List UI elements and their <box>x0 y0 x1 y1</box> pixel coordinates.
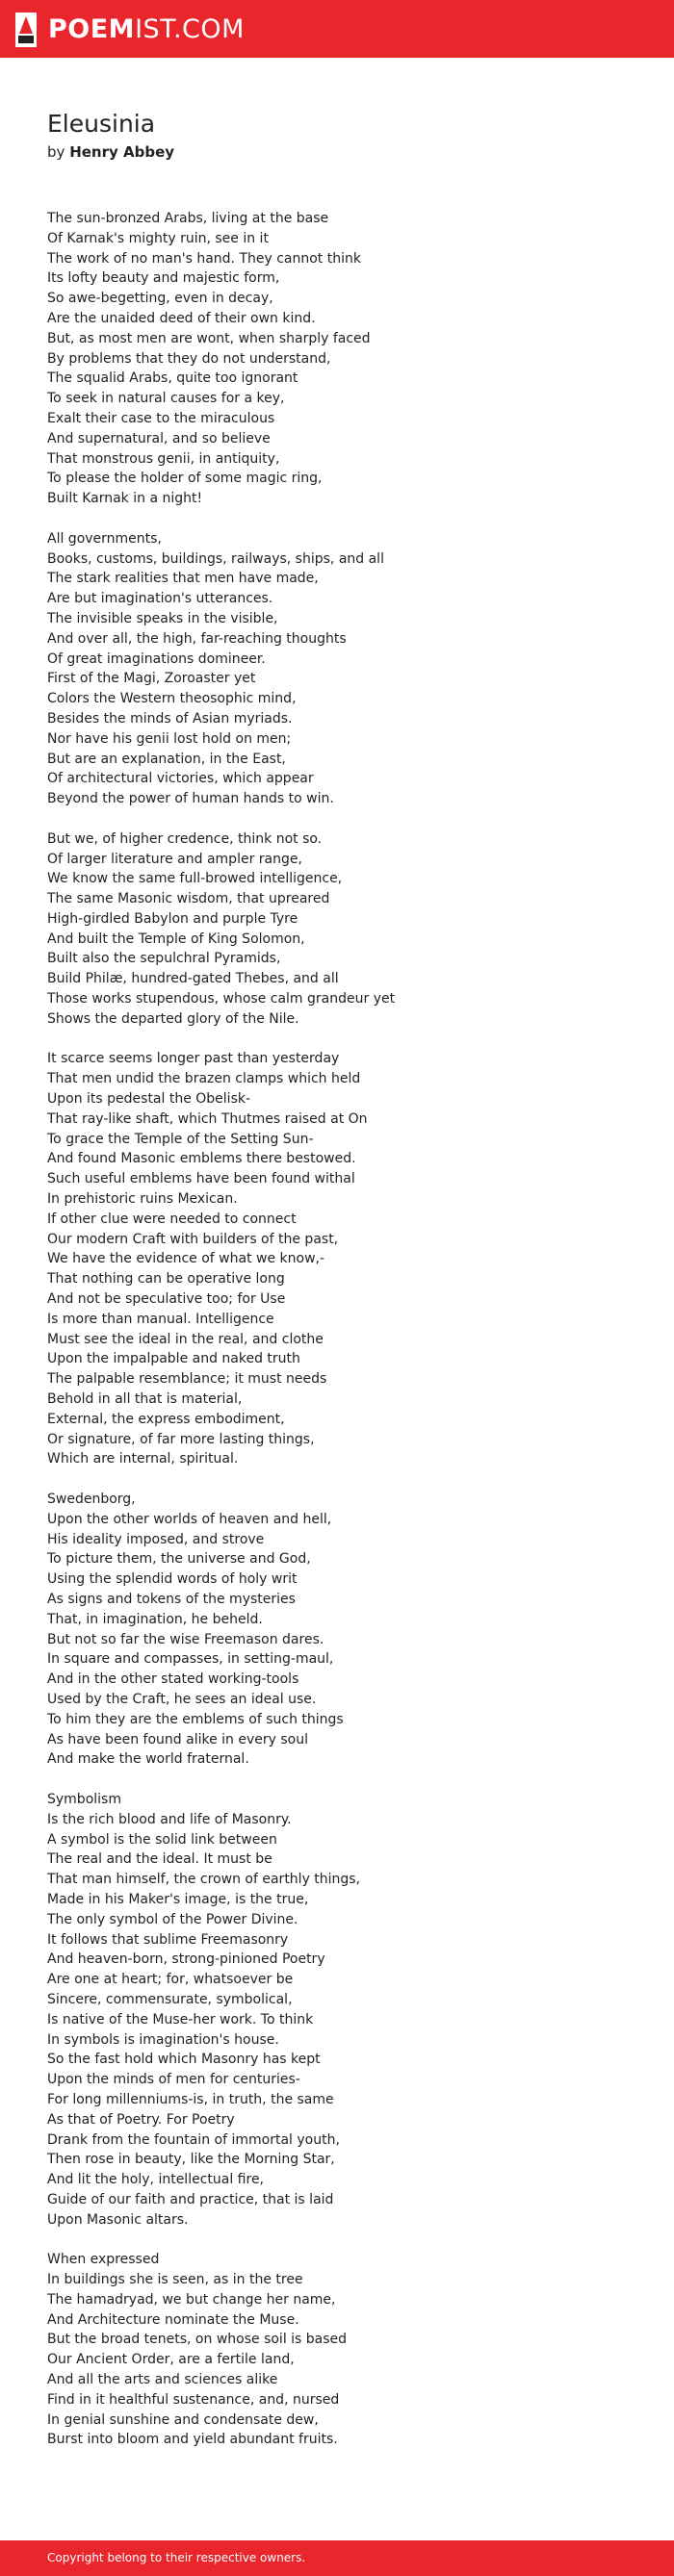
poem-line: High-girdled Babylon and purple Tyre <box>47 910 298 927</box>
poem-line: In symbols is imagination's house. <box>47 2031 279 2048</box>
poem-line: That man himself, the crown of earthly things, <box>47 1872 361 1888</box>
poem-line: Books, customs, buildings, railways, ships, and all <box>47 550 384 567</box>
poem-line: Is more than manual. Intelligence <box>47 1311 274 1327</box>
poem-stanza <box>47 2250 654 2450</box>
poem-line: Our modern Craft with builders of the past, <box>47 1231 339 1247</box>
poem-line: In genial sunshine and condensate dew, <box>47 2411 319 2428</box>
poem-line: But, as most men are wont, when sharply faced <box>47 330 371 346</box>
poem-line: It scarce seems longer past than yesterday <box>47 1051 340 1067</box>
poem-line: Drank from the fountain of immortal youth, <box>47 2131 340 2148</box>
poem-line: In prehistoric ruins Mexican. <box>47 1191 238 1208</box>
poem-line: Upon the impalpable and naked truth <box>47 1351 300 1367</box>
poem-line: But not so far the wise Freemason dares. <box>47 1631 324 1647</box>
site-logo[interactable] <box>15 13 245 47</box>
poem-line: Built also the sepulchral Pyramids, <box>47 951 281 967</box>
poem-line: But the broad tenets, on whose soil is based <box>47 2332 348 2348</box>
poem-line: We know the same full-browed intelligence, <box>47 871 343 887</box>
copyright-notice: Copyright belong to their respective owners. <box>47 2551 306 2564</box>
poem-line: Are but imagination's utterances. <box>47 591 273 607</box>
byline-prefix: by <box>47 143 65 161</box>
poem-line: To seek in natural causes for a key, <box>47 391 285 407</box>
poem-body <box>47 209 654 2470</box>
poem-line: By problems that they do not understand, <box>47 350 331 367</box>
author-link[interactable]: Henry Abbey <box>69 143 175 161</box>
poem-line: Which are internal, spiritual. <box>47 1451 239 1467</box>
site-footer <box>0 2540 674 2576</box>
poem-line: And over all, the high, far-reaching thoughts <box>47 630 347 647</box>
poem-line: All governments, <box>47 530 162 547</box>
poem-line: Are one at heart; for, whatsoever be <box>47 1972 294 1988</box>
poem-line: The only symbol of the Power Divine. <box>47 1911 298 1927</box>
poem-line: Of Karnak's mighty ruin, see in it <box>47 230 269 246</box>
poem-line: But are an explanation, in the East, <box>47 751 286 767</box>
poem-line: Upon Masonic altars. <box>47 2211 189 2228</box>
poem-line: The hamadryad, we but change her name, <box>47 2291 336 2308</box>
poem-line: External, the express embodiment, <box>47 1411 285 1427</box>
site-header <box>0 0 674 58</box>
poem-line: We have the evidence of what we know,- <box>47 1251 325 1267</box>
poem-line: As signs and tokens of the mysteries <box>47 1591 296 1607</box>
poem-line: But we, of higher credence, think not so. <box>47 830 323 847</box>
poem-line: The work of no man's hand. They cannot think <box>47 250 361 267</box>
poem-line: The invisible speaks in the visible, <box>47 610 278 626</box>
poem-line: Burst into bloom and yield abundant fruits. <box>47 2432 338 2448</box>
poem-line: Such useful emblems have been found withal <box>47 1171 355 1187</box>
poem-line: In buildings she is seen, as in the tree <box>47 2272 303 2288</box>
poem-line: Colors the Western theosophic mind, <box>47 691 297 707</box>
poem-line: That, in imagination, he beheld. <box>47 1611 263 1627</box>
poem-line: That ray-like shaft, which Thutmes raised at On <box>47 1110 368 1127</box>
poem-line: Nor have his genii lost hold on men; <box>47 730 292 747</box>
poem-line: Made in his Maker's image, is the true, <box>47 1891 309 1907</box>
poem-line: In square and compasses, in setting-maul, <box>47 1651 334 1668</box>
poem-line: When expressed <box>47 2252 160 2268</box>
poem-line: Or signature, of far more lasting things, <box>47 1431 315 1447</box>
poem-line: Using the splendid words of holy writ <box>47 1571 298 1588</box>
poem-line: As that of Poetry. For Poetry <box>47 2111 235 2128</box>
poem-line: As have been found alike in every soul <box>47 1731 309 1747</box>
poem-line: Guide of our faith and practice, that is laid <box>47 2191 334 2207</box>
poem-line: To him they are the emblems of such things <box>47 1711 344 1727</box>
pen-nib-icon <box>15 13 37 47</box>
poem-line: The squalid Arabs, quite too ignorant <box>47 370 298 387</box>
poem-line: Build Philæ, hundred-gated Thebes, and all <box>47 971 339 987</box>
poem-stanza <box>47 209 654 509</box>
poem-stanza <box>47 829 654 1030</box>
poem-line: For long millenniums-is, in truth, the same <box>47 2091 334 2107</box>
poem-line: So the fast hold which Masonry has kept <box>47 2052 321 2068</box>
poem-line: His ideality imposed, and strove <box>47 1531 265 1547</box>
poem-line: The sun-bronzed Arabs, living at the base <box>47 211 329 226</box>
poem-line: A symbol is the solid link between <box>47 1831 277 1848</box>
poem-line: Swedenborg, <box>47 1492 136 1507</box>
poem-line: Those works stupendous, whose calm grandeur yet <box>47 991 396 1007</box>
poem-line: The palpable resemblance; it must needs <box>47 1371 327 1388</box>
poem-line: Must see the ideal in the real, and clothe <box>47 1331 324 1347</box>
poem-line: It follows that sublime Freemasonry <box>47 1931 289 1948</box>
poem-line: Is the rich blood and life of Masonry. <box>47 1811 292 1827</box>
poem-line: Upon the minds of men for centuries- <box>47 2072 300 2088</box>
poem-line: And supernatural, and so believe <box>47 430 271 446</box>
brand-name-strong: POEM <box>48 14 136 44</box>
poem-line: And in the other stated working-tools <box>47 1671 299 1688</box>
poem-line: Find in it healthful sustenance, and, nursed <box>47 2391 340 2408</box>
poem-line: Shows the departed glory of the Nile. <box>47 1010 299 1027</box>
poem-line: Besides the minds of Asian myriads. <box>47 710 293 727</box>
poem-line: And heaven-born, strong-pinioned Poetry <box>47 1951 325 1968</box>
poem-line: Its lofty beauty and majestic form, <box>47 270 280 287</box>
poem-line: And all the arts and sciences alike <box>47 2372 278 2388</box>
poem-line: To picture them, the universe and God, <box>47 1551 311 1568</box>
poem-line: And Architecture nominate the Muse. <box>47 2311 299 2328</box>
poem-line: Built Karnak in a night! <box>47 491 203 507</box>
poem-line: And lit the holy, intellectual fire, <box>47 2172 265 2188</box>
poem-line: To grace the Temple of the Setting Sun- <box>47 1131 314 1147</box>
poem-line: Are the unaided deed of their own kind. <box>47 310 316 326</box>
poem-line: The real and the ideal. It must be <box>47 1851 272 1868</box>
poem-stanza <box>47 1790 654 2231</box>
byline <box>47 142 174 162</box>
brand-name-light: IST.COM <box>135 14 245 44</box>
poem-line: And built the Temple of King Solomon, <box>47 931 305 947</box>
poem-line: Our Ancient Order, are a fertile land, <box>47 2352 295 2368</box>
poem-line: Of architectural victories, which appear <box>47 771 314 787</box>
poem-line: Beyond the power of human hands to win. <box>47 791 334 807</box>
poem-line: That nothing can be operative long <box>47 1271 285 1288</box>
poem-line: To please the holder of some magic ring, <box>47 471 323 487</box>
poem-line: Behold in all that is material, <box>47 1391 243 1408</box>
poem-line: Is native of the Muse-her work. To think <box>47 2011 314 2028</box>
poem-line: So awe-begetting, even in decay, <box>47 291 273 307</box>
brand-name <box>48 13 245 47</box>
poem-line: Symbolism <box>47 1791 121 1807</box>
poem-line: If other clue were needed to connect <box>47 1211 297 1227</box>
poem-line: The same Masonic wisdom, that upreared <box>47 891 330 907</box>
poem-line: Of great imaginations domineer. <box>47 650 266 667</box>
poem-line: And make the world fraternal. <box>47 1751 249 1768</box>
poem-line: Used by the Craft, he sees an ideal use. <box>47 1691 317 1707</box>
poem-line: First of the Magi, Zoroaster yet <box>47 671 256 687</box>
poem-line: That monstrous genii, in antiquity, <box>47 450 280 467</box>
poem-line: Upon the other worlds of heaven and hell, <box>47 1511 332 1527</box>
poem-stanza <box>47 1049 654 1469</box>
poem-line: And not be speculative too; for Use <box>47 1291 286 1308</box>
poem-line: And found Masonic emblems there bestowed. <box>47 1151 356 1167</box>
poem-line: Exalt their case to the miraculous <box>47 410 275 426</box>
poem-line: Then rose in beauty, like the Morning Star, <box>47 2152 335 2168</box>
poem-line: The stark realities that men have made, <box>47 571 319 587</box>
poem-line: Sincere, commensurate, symbolical, <box>47 1991 293 2007</box>
poem-line: That men undid the brazen clamps which held <box>47 1071 361 1087</box>
poem-stanza <box>47 529 654 809</box>
poem-stanza <box>47 1490 654 1770</box>
poem-title: Eleusinia <box>47 110 156 138</box>
poem-line: Upon its pedestal the Obelisk- <box>47 1091 251 1108</box>
poem-line: Of larger literature and ampler range, <box>47 851 302 867</box>
